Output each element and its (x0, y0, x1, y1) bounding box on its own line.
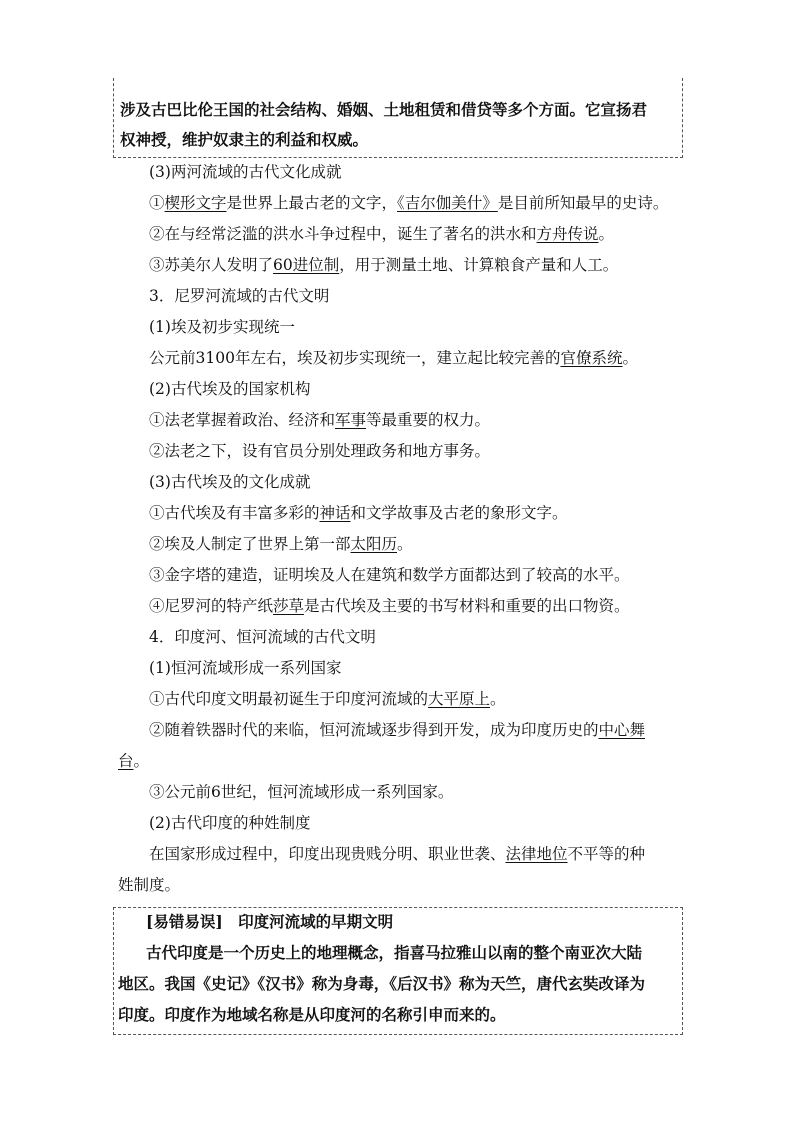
nile-2-item-2: ②法老之下，设有官员分别处理政务和地方事务。 (149, 442, 491, 460)
note-box-line-2: 地区。我国《史记》《汉书》称为身毒，《后汉书》称为天竺，唐代玄奘改译为 (118, 974, 646, 993)
india-2-text-cont: 姓制度。 (118, 876, 181, 894)
note-top-line-2: 权神授，维护奴隶主的利益和权威。 (120, 130, 369, 149)
s3-item-1: ①楔形文字是世界上最古老的文字，《吉尔伽美什》是目前所知最早的史诗。 (149, 194, 669, 212)
heading-india: 4．印度河、恒河流域的古代文明 (149, 628, 376, 646)
note-box-line-3: 印度。印度作为地域名称是从印度河的名称引申而来的。 (118, 1005, 506, 1024)
nile-3-item-4: ④尼罗河的特产纸莎草是古代埃及主要的书写材料和重要的出口物资。 (149, 597, 630, 615)
note-box-top (113, 78, 683, 158)
section-3-title: (3)两河流域的古代文化成就 (149, 163, 342, 181)
note-top-line-1: 涉及古巴比伦王国的社会结构、婚姻、土地租赁和借贷等多个方面。它宣扬君 (120, 100, 648, 119)
s3-item-3: ③苏美尔人发明了60进位制，用于测量土地、计算粮食产量和人工。 (149, 256, 619, 274)
note-box-bottom (113, 907, 683, 1035)
nile-3-item-2: ②埃及人制定了世界上第一部太阳历。 (149, 535, 413, 553)
s3-item-2: ②在与经常泛滥的洪水斗争过程中，诞生了著名的洪水和方舟传说。 (149, 225, 615, 243)
nile-1-title: (1)埃及初步实现统一 (149, 318, 295, 336)
india-1-title: (1)恒河流域形成一系列国家 (149, 659, 342, 677)
note-box-line-1: 古代印度是一个历史上的地理概念，指喜马拉雅山以南的整个南亚次大陆 (146, 943, 643, 962)
india-1-item-2-cont: 台。 (118, 752, 150, 770)
nile-3-item-3: ③金字塔的建造，证明埃及人在建筑和数学方面都达到了较高的水平。 (149, 566, 630, 584)
nile-2-item-1: ①法老掌握着政治、经济和军事等最重要的权力。 (149, 411, 491, 429)
heading-nile: 3．尼罗河流域的古代文明 (149, 287, 330, 305)
nile-3-item-1: ①古代埃及有丰富多彩的神话和文学故事及古老的象形文字。 (149, 504, 568, 522)
nile-3-title: (3)古代埃及的文化成就 (149, 473, 311, 491)
nile-2-title: (2)古代埃及的国家机构 (149, 380, 311, 398)
note-box-title: [易错易误] 印度河流域的早期文明 (146, 912, 394, 931)
india-1-item-1: ①古代印度文明最初诞生于印度河流域的大平原上。 (149, 690, 506, 708)
india-1-item-3: ③公元前6世纪，恒河流域形成一系列国家。 (149, 783, 454, 801)
india-1-item-2: ②随着铁器时代的来临，恒河流域逐步得到开发，成为印度历史的中心舞 (149, 721, 646, 739)
nile-1-text: 公元前3100年左右，埃及初步实现统一，建立起比较完善的官僚系统。 (149, 349, 638, 367)
india-2-text: 在国家形成过程中，印度出现贵贱分明、职业世袭、法律地位不平等的种 (149, 845, 646, 863)
india-2-title: (2)古代印度的种姓制度 (149, 814, 311, 832)
